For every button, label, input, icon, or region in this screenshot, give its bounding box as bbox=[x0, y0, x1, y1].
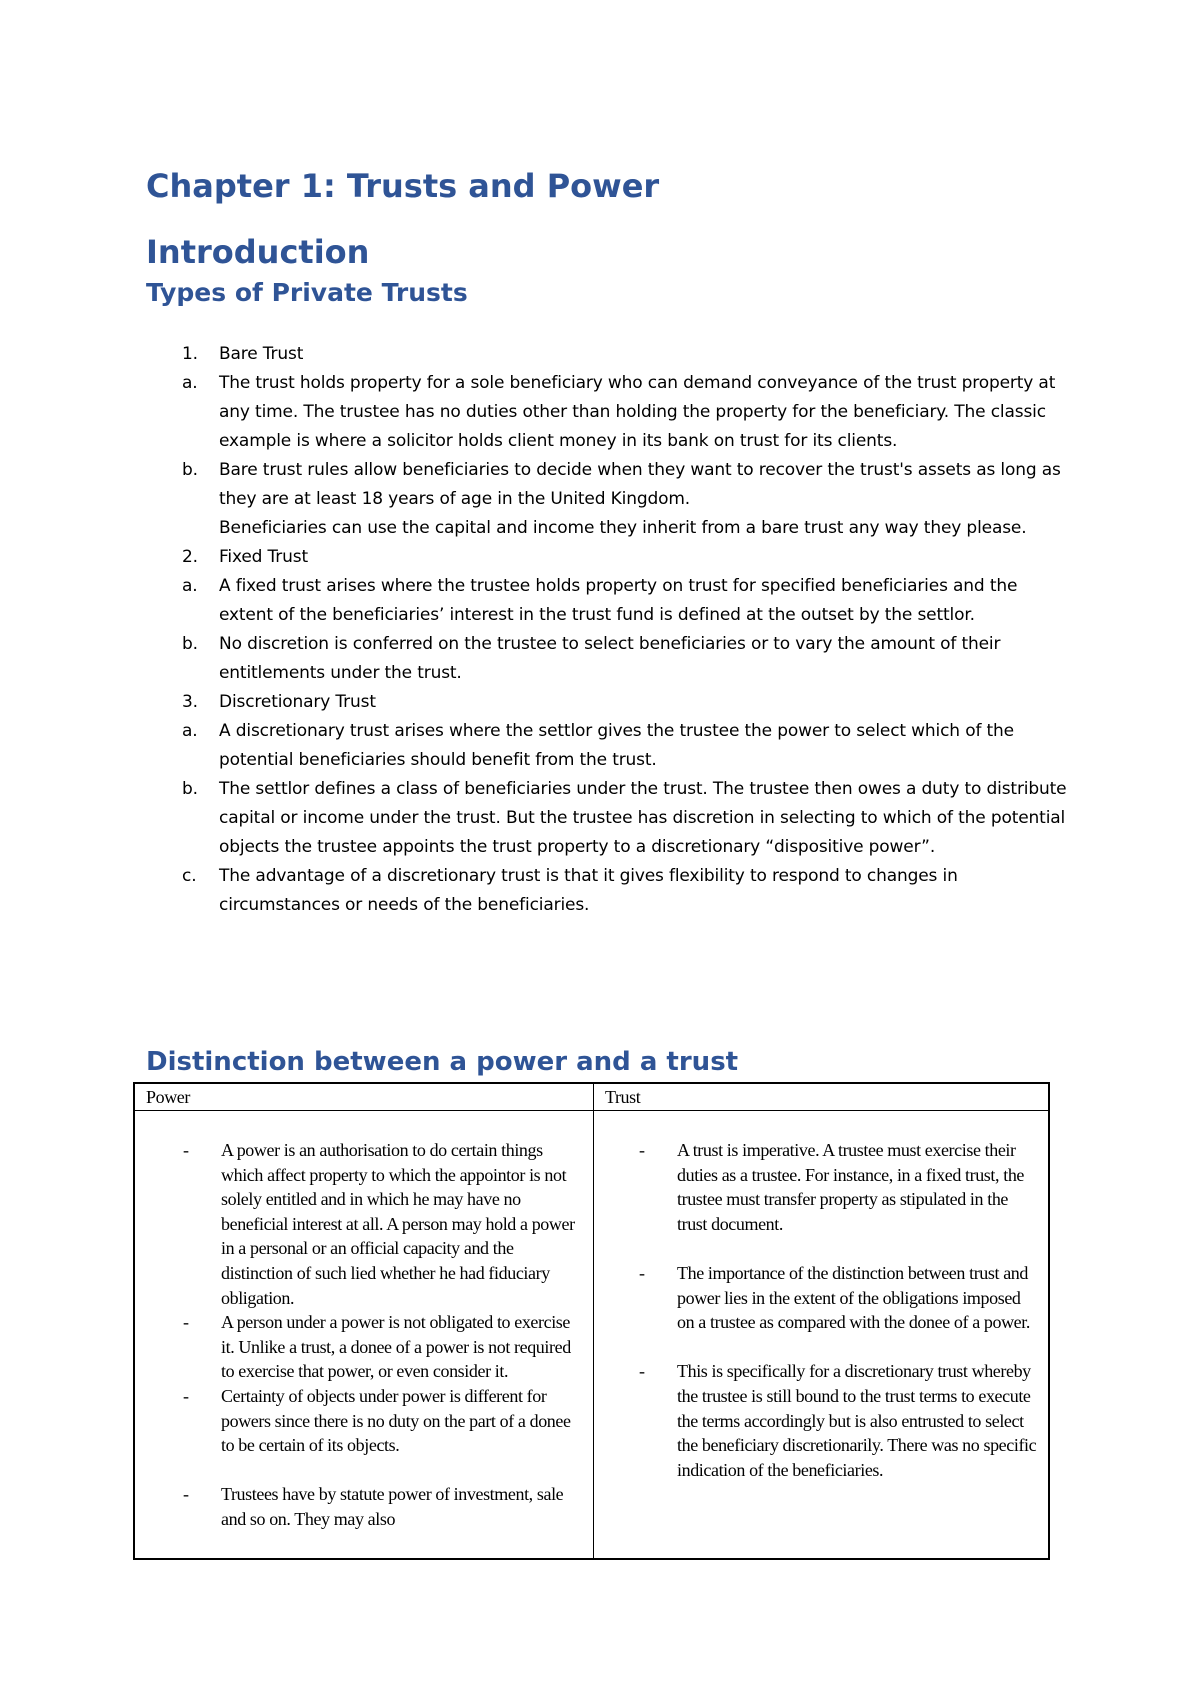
list-subitem bbox=[146, 775, 1076, 862]
list-letter: a. bbox=[182, 721, 198, 741]
power-points bbox=[135, 1138, 594, 1532]
bullet-gap bbox=[135, 1458, 594, 1483]
list-item bbox=[146, 688, 1076, 717]
comparison-table bbox=[133, 1082, 1050, 1560]
list-subitem-text: The trust holds property for a sole beneficiary who can demand conveyance of the trust property at any time. The trustee has no duties other than holding the property for the beneficiary. The classic example is where a solicitor holds client money in its bank on trust for its clients. bbox=[219, 373, 1056, 451]
intro-heading: Introduction bbox=[146, 233, 370, 271]
list-subitem-text: Bare trust rules allow beneficiaries to decide when they want to recover the trust's assets as long as they are at least 18 years of age in the United Kingdom. bbox=[219, 460, 1061, 509]
trust-column bbox=[594, 1084, 1048, 1558]
list-item bbox=[146, 340, 1076, 369]
list-subitem bbox=[146, 717, 1076, 775]
bullet-gap bbox=[594, 1236, 1048, 1261]
list-subitem bbox=[146, 456, 1076, 543]
list-subitem-text: The settlor defines a class of beneficiaries under the trust. The trustee then owes a duty to distribute capital or income under the trust. But the trustee has discretion in selecting to which of the potential objects the trustee appoints the trust property to a discretionary “dispositive power”. bbox=[219, 779, 1067, 857]
bullet-gap bbox=[594, 1335, 1048, 1360]
dash-icon: - bbox=[183, 1385, 189, 1406]
list-number: 1. bbox=[182, 344, 198, 364]
list-subitem-text: No discretion is conferred on the trustee to select beneficiaries or to vary the amount of their entitlements under the trust. bbox=[219, 634, 1001, 683]
bullet-text: A trust is imperative. A trustee must exercise their duties as a trustee. For instance, in a fixed trust, the trustee must transfer property as stipulated in the trust document. bbox=[677, 1140, 1025, 1234]
list-letter: a. bbox=[182, 576, 198, 596]
table-bullet bbox=[594, 1359, 1048, 1482]
dash-icon: - bbox=[639, 1262, 645, 1283]
table-bullet bbox=[135, 1384, 594, 1458]
bullet-text: A person under a power is not obligated to exercise it. Unlike a trust, a donee of a power is not required to exercise that power, or even consider it. bbox=[221, 1312, 571, 1382]
trust-points bbox=[594, 1138, 1048, 1482]
dash-icon: - bbox=[639, 1361, 645, 1382]
distinction-heading: Distinction between a power and a trust bbox=[146, 1047, 739, 1077]
types-heading: Types of Private Trusts bbox=[146, 278, 468, 307]
table-bullet bbox=[135, 1138, 594, 1310]
list-subitem bbox=[146, 369, 1076, 456]
dash-icon: - bbox=[183, 1140, 189, 1160]
list-subitem bbox=[146, 572, 1076, 630]
list-letter: b. bbox=[182, 634, 198, 654]
list-subitem-text: A fixed trust arises where the trustee holds property on trust for specified beneficiaries and the extent of the beneficiaries’ interest in the trust fund is defined at the outset by the settlor. bbox=[219, 576, 1018, 625]
power-column bbox=[135, 1084, 594, 1558]
list-label: Bare Trust bbox=[219, 344, 304, 364]
bullet-text: This is specifically for a discretionary trust whereby the trustee is still bound to the trust terms to execute the terms accordingly but is also entrusted to select the beneficiary discretionarily. There was no specific indication of the beneficiaries. bbox=[677, 1361, 1037, 1480]
list-subitem-text: The advantage of a discretionary trust is that it gives flexibility to respond to changes in circumstances or needs of the beneficiaries. bbox=[219, 866, 958, 915]
bullet-text: Trustees have by statute power of investment, sale and so on. They may also bbox=[221, 1484, 564, 1529]
header-divider bbox=[594, 1110, 1048, 1111]
list-item bbox=[146, 543, 1076, 572]
bullet-text: The importance of the distinction between trust and power lies in the extent of the obligations imposed on a trustee as compared with the donee of a power. bbox=[677, 1262, 1030, 1333]
list-subitem-text: A discretionary trust arises where the settlor gives the trustee the power to select which of the potential beneficiaries should benefit from the trust. bbox=[219, 721, 1014, 770]
list-subitem-text: Beneficiaries can use the capital and income they inherit from a bare trust any way they please. bbox=[219, 518, 1027, 538]
chapter-title: Chapter 1: Trusts and Power bbox=[146, 167, 660, 205]
table-bullet bbox=[594, 1138, 1048, 1236]
header-divider bbox=[135, 1110, 593, 1111]
list-number: 3. bbox=[182, 692, 198, 712]
list-number: 2. bbox=[182, 547, 198, 567]
table-bullet bbox=[135, 1310, 594, 1384]
list-letter: b. bbox=[182, 460, 198, 480]
list-letter: c. bbox=[182, 866, 197, 886]
dash-icon: - bbox=[639, 1140, 645, 1160]
list-label: Discretionary Trust bbox=[219, 692, 376, 712]
trust-column-header: Trust bbox=[605, 1087, 641, 1107]
list-letter: a. bbox=[182, 373, 198, 393]
bullet-text: Certainty of objects under power is different for powers since there is no duty on the part of a donee to be certain of its objects. bbox=[221, 1385, 571, 1456]
dash-icon: - bbox=[183, 1484, 189, 1505]
table-bullet bbox=[594, 1261, 1048, 1335]
dash-icon: - bbox=[183, 1312, 189, 1333]
power-column-header: Power bbox=[146, 1087, 190, 1107]
list-subitem bbox=[146, 630, 1076, 688]
trust-types-list bbox=[146, 340, 1076, 920]
list-letter: b. bbox=[182, 779, 198, 799]
list-subitem bbox=[146, 862, 1076, 920]
bullet-text: A power is an authorisation to do certain things which affect property to which the appointor is not solely entitled and in which he may have no beneficial interest at all. A person may hold a power in a personal or an official capacity and the distinction of such lied whether he had fiduciary obligation. bbox=[221, 1140, 575, 1308]
table-bullet bbox=[135, 1482, 594, 1531]
list-label: Fixed Trust bbox=[219, 547, 308, 567]
